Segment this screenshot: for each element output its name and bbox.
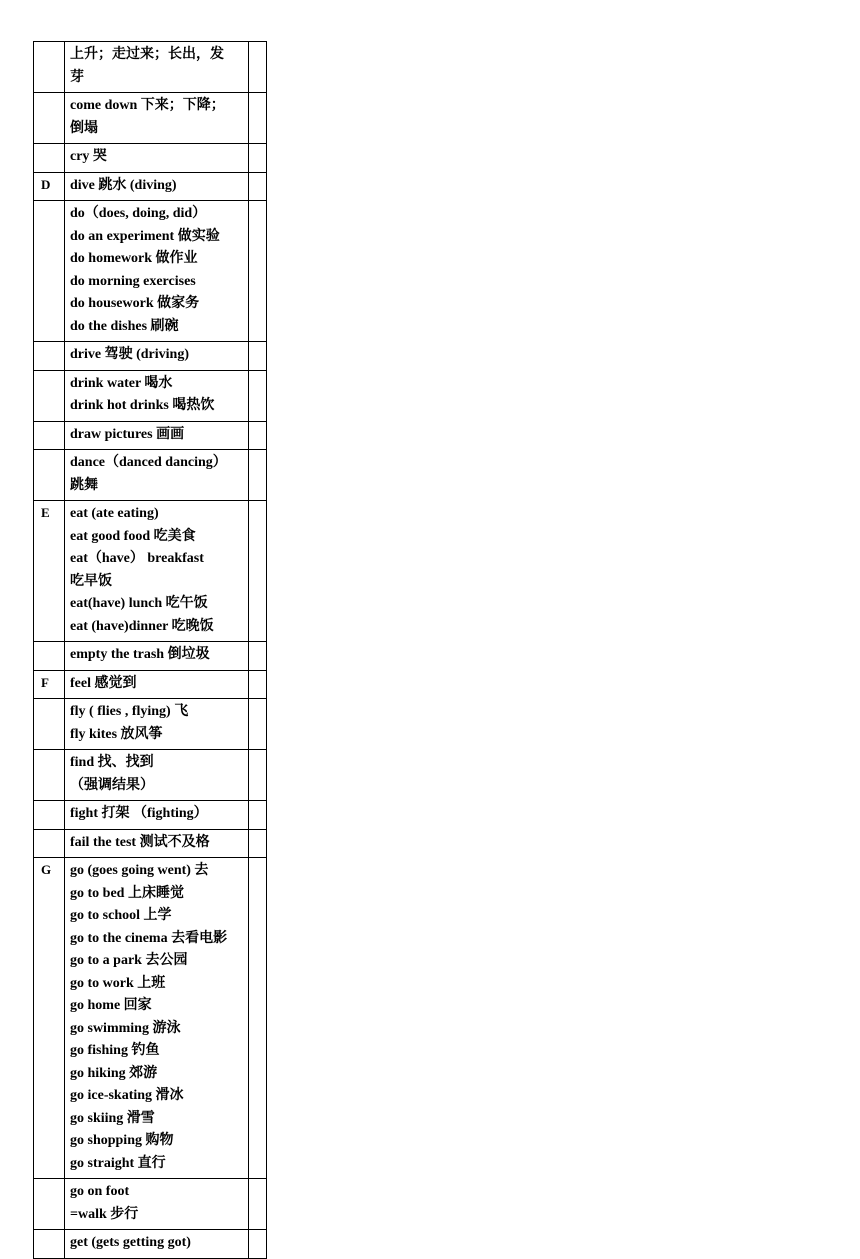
blank-cell bbox=[249, 670, 267, 699]
entry-line: do morning exercises bbox=[70, 273, 196, 289]
table-row bbox=[34, 699, 267, 750]
letter-cell bbox=[34, 858, 65, 1179]
entry-cell bbox=[65, 1230, 249, 1259]
letter-cell bbox=[34, 801, 65, 830]
entry-line: do the dishes 刷碗 bbox=[70, 318, 179, 334]
letter-cell bbox=[34, 1179, 65, 1230]
entry-line: go home 回家 bbox=[70, 998, 152, 1013]
entry-line: fly ( flies , flying) 飞 bbox=[70, 704, 189, 719]
entry-line: drive 驾驶 (driving) bbox=[70, 347, 189, 362]
entry-cell bbox=[65, 370, 249, 421]
entry-cell bbox=[65, 42, 249, 93]
letter-heading: F bbox=[41, 674, 49, 690]
entry-line: =walk 步行 bbox=[70, 1206, 139, 1222]
blank-cell bbox=[249, 93, 267, 144]
letter-cell bbox=[34, 144, 65, 173]
letter-cell bbox=[34, 172, 65, 201]
entry-line: find 找、找到 bbox=[70, 755, 154, 770]
entry-cell bbox=[65, 450, 249, 501]
entry-cell bbox=[65, 642, 249, 671]
table-row bbox=[34, 1179, 267, 1230]
letter-cell bbox=[34, 1230, 65, 1259]
table-row bbox=[34, 42, 267, 93]
entry-line: 芽 bbox=[70, 69, 84, 85]
letter-cell bbox=[34, 450, 65, 501]
entry-cell bbox=[65, 342, 249, 371]
entry-line: go (goes going went) 去 bbox=[70, 863, 209, 878]
letter-cell bbox=[34, 699, 65, 750]
entry-cell bbox=[65, 93, 249, 144]
entry-cell bbox=[65, 829, 249, 858]
entry-line: empty the trash 倒垃圾 bbox=[70, 647, 210, 662]
table-row bbox=[34, 450, 267, 501]
entry-cell bbox=[65, 501, 249, 642]
letter-heading bbox=[34, 42, 64, 46]
blank-cell bbox=[249, 858, 267, 1179]
table-row bbox=[34, 670, 267, 699]
entry-line: go fishing 钓鱼 bbox=[70, 1043, 160, 1058]
letter-cell bbox=[34, 93, 65, 144]
table-row bbox=[34, 801, 267, 830]
entry-line: fail the test 测试不及格 bbox=[70, 834, 210, 850]
entry-line: 倒塌 bbox=[70, 120, 98, 136]
letter-heading: G bbox=[41, 862, 52, 877]
entry-cell bbox=[65, 699, 249, 750]
table-row bbox=[34, 172, 267, 201]
table-row bbox=[34, 642, 267, 671]
entry-line: go shopping 购物 bbox=[70, 1133, 174, 1148]
entry-line: drink hot drinks 喝热饮 bbox=[70, 398, 215, 413]
entry-line: go straight 直行 bbox=[70, 1155, 166, 1171]
entry-line: feel 感觉到 bbox=[70, 675, 137, 691]
entry-line: drink water 喝水 bbox=[70, 375, 173, 391]
entry-line: go swimming 游泳 bbox=[70, 1020, 181, 1036]
table-row bbox=[34, 501, 267, 642]
entry-line: 上升；走过来；长出，发 bbox=[70, 47, 224, 62]
letter-cell bbox=[34, 201, 65, 342]
blank-cell bbox=[249, 750, 267, 801]
blank-cell bbox=[249, 801, 267, 830]
entry-line: eat (have)dinner 吃晚饭 bbox=[70, 618, 214, 634]
table-row bbox=[34, 1230, 267, 1259]
entry-line: go hiking 郊游 bbox=[70, 1065, 158, 1081]
entry-cell bbox=[65, 801, 249, 830]
entry-line: cry 哭 bbox=[70, 149, 107, 164]
letter-heading: D bbox=[41, 176, 51, 192]
letter-cell bbox=[34, 42, 65, 93]
entry-line: get (gets getting got) bbox=[70, 1235, 191, 1250]
entry-line: （强调结果） bbox=[70, 777, 154, 793]
letter-cell bbox=[34, 342, 65, 371]
entry-line: come down 下来；下降； bbox=[70, 98, 225, 113]
entry-line: go ice-skating 滑冰 bbox=[70, 1088, 184, 1103]
letter-cell bbox=[34, 501, 65, 642]
blank-cell bbox=[249, 501, 267, 642]
blank-cell bbox=[249, 201, 267, 342]
letter-cell bbox=[34, 670, 65, 699]
entry-cell bbox=[65, 144, 249, 173]
entry-line: do housework 做家务 bbox=[70, 296, 200, 311]
entry-cell bbox=[65, 1179, 249, 1230]
letter-cell bbox=[34, 750, 65, 801]
blank-cell bbox=[249, 699, 267, 750]
entry-line: go on foot bbox=[70, 1184, 130, 1199]
entry-line: do（does, doing, did） bbox=[70, 206, 207, 221]
table-row bbox=[34, 750, 267, 801]
entry-line: dance（danced dancing） bbox=[70, 455, 227, 470]
entry-line: do homework 做作业 bbox=[70, 251, 198, 266]
blank-cell bbox=[249, 370, 267, 421]
entry-line: go to the cinema 去看电影 bbox=[70, 930, 228, 946]
table-row bbox=[34, 421, 267, 450]
entry-line: 吃早饭 bbox=[70, 573, 112, 589]
blank-cell bbox=[249, 1179, 267, 1230]
entry-line: eat（have） breakfast bbox=[70, 551, 204, 566]
blank-cell bbox=[249, 642, 267, 671]
table-row bbox=[34, 858, 267, 1179]
entry-cell bbox=[65, 421, 249, 450]
entry-line: go to a park 去公园 bbox=[70, 953, 188, 968]
vocabulary-table bbox=[33, 41, 267, 1259]
blank-cell bbox=[249, 144, 267, 173]
table-row bbox=[34, 370, 267, 421]
blank-cell bbox=[249, 450, 267, 501]
entry-line: dive 跳水 (diving) bbox=[70, 177, 177, 193]
entry-line: go to bed 上床睡觉 bbox=[70, 885, 184, 901]
vocabulary-table-body bbox=[34, 42, 267, 1259]
entry-line: eat(have) lunch 吃午饭 bbox=[70, 596, 208, 611]
blank-cell bbox=[249, 172, 267, 201]
blank-cell bbox=[249, 829, 267, 858]
table-row bbox=[34, 201, 267, 342]
letter-cell bbox=[34, 829, 65, 858]
entry-line: do an experiment 做实验 bbox=[70, 228, 220, 244]
letter-cell bbox=[34, 421, 65, 450]
blank-cell bbox=[249, 342, 267, 371]
blank-cell bbox=[249, 42, 267, 93]
table-row bbox=[34, 829, 267, 858]
entry-line: go to school 上学 bbox=[70, 908, 172, 923]
entry-line: go to work 上班 bbox=[70, 975, 166, 991]
entry-line: 跳舞 bbox=[70, 477, 98, 493]
table-row bbox=[34, 93, 267, 144]
entry-cell bbox=[65, 858, 249, 1179]
table-row bbox=[34, 144, 267, 173]
letter-heading: E bbox=[41, 505, 50, 520]
letter-cell bbox=[34, 642, 65, 671]
entry-cell bbox=[65, 750, 249, 801]
entry-line: eat (ate eating) bbox=[70, 506, 159, 521]
entry-cell bbox=[65, 670, 249, 699]
table-row bbox=[34, 342, 267, 371]
letter-cell bbox=[34, 370, 65, 421]
entry-line: eat good food 吃美食 bbox=[70, 528, 196, 544]
entry-line: go skiing 滑雪 bbox=[70, 1110, 155, 1126]
entry-line: fight 打架 （fighting） bbox=[70, 806, 208, 821]
blank-cell bbox=[249, 1230, 267, 1259]
entry-line: draw pictures 画画 bbox=[70, 426, 185, 442]
blank-cell bbox=[249, 421, 267, 450]
entry-cell bbox=[65, 201, 249, 342]
entry-cell bbox=[65, 172, 249, 201]
entry-line: fly kites 放风筝 bbox=[70, 726, 163, 742]
